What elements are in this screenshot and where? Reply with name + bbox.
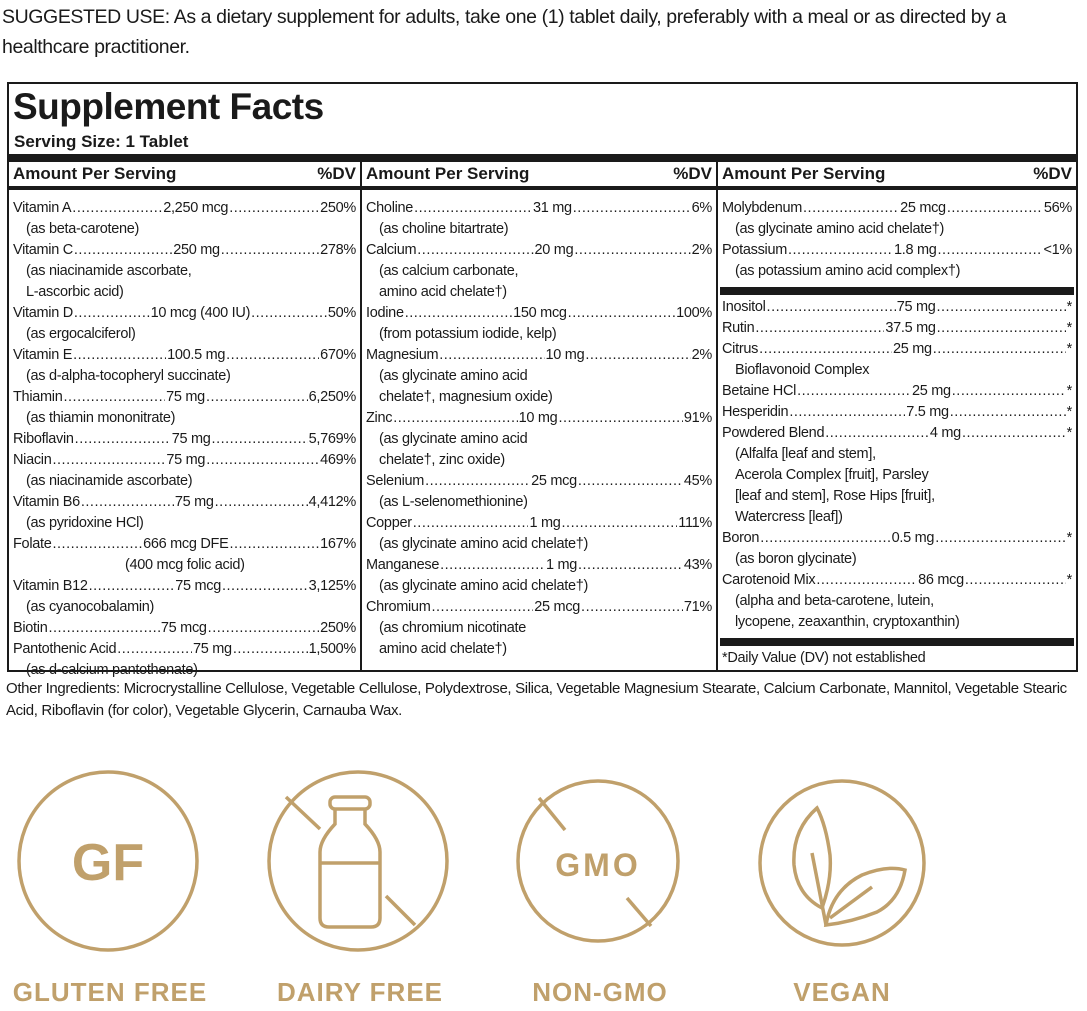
- nutrient-name: Potassium: [722, 242, 787, 258]
- nutrient-amount: 75 mg: [166, 389, 205, 405]
- leader-dots: [229, 198, 319, 219]
- leader-dots: [568, 303, 675, 324]
- nutrient-name: Inositol: [722, 299, 766, 315]
- nutrient-source: (as glycinate amino acid: [379, 431, 528, 447]
- nutrient-source: [leaf and stem], Rose Hips [fruit],: [735, 488, 935, 504]
- column-header: [362, 162, 716, 190]
- nutrient-amount: 20 mg: [534, 242, 574, 258]
- nutrient-source: (from potassium iodide, kelp): [379, 326, 557, 342]
- leader-dots: [53, 450, 166, 471]
- nutrient-amount: 25 mcg: [900, 200, 946, 216]
- nutrient-dv: 278%: [320, 242, 356, 258]
- leader-dots: [937, 318, 1066, 339]
- nutrient-amount: 25 mcg: [534, 599, 581, 615]
- nutrient-row: [366, 513, 712, 534]
- leader-dots: [937, 297, 1066, 318]
- nutrient-row: [366, 303, 712, 324]
- leader-dots: [439, 345, 544, 366]
- nutrient-dv: 2%: [691, 347, 712, 363]
- nutrient-name: Iodine: [366, 305, 404, 321]
- nutrient-amount: 75 mcg: [160, 620, 207, 636]
- leader-dots: [251, 303, 327, 324]
- facts-column-1: [9, 162, 362, 678]
- nutrient-dv: *: [1066, 320, 1072, 336]
- nutrient-row: [722, 318, 1072, 339]
- leader-dots: [208, 618, 319, 639]
- nutrient-name: Riboflavin: [13, 431, 74, 447]
- leader-dots: [417, 240, 533, 261]
- nutrient-list: [362, 190, 716, 660]
- leader-dots: [558, 408, 682, 429]
- nutrient-row: [13, 303, 356, 324]
- nutrient-name: Thiamin: [13, 389, 63, 405]
- svg-text:GF: GF: [71, 834, 145, 892]
- facts-title: Supplement Facts: [13, 86, 324, 127]
- nutrient-source: chelate†, magnesium oxide): [379, 389, 553, 405]
- nutrient-row: [366, 198, 712, 219]
- nutrient-dv: 45%: [683, 473, 712, 489]
- nutrient-dv: 250%: [320, 200, 356, 216]
- nutrient-name: Carotenoid Mix: [722, 572, 816, 588]
- nutrient-amount: 75 mg: [166, 452, 206, 468]
- leader-dots: [962, 423, 1066, 444]
- other-ingredients: Other Ingredients: Microcrystalline Cellulose, Vegetable Cellulose, Polydextrose, Silica, Vegetable Magnesium Stearate, Calcium Carbonate, Mannitol, Vegetable Stearic Acid, Riboflavin (for color), Vegetable Glycerin, Carnauba Wax.: [6, 680, 1067, 719]
- nutrient-row: [13, 450, 356, 471]
- nutrient-amount: 1 mg: [545, 557, 577, 573]
- nutrient-amount: 100.5 mg: [167, 347, 226, 363]
- leader-dots: [760, 528, 890, 549]
- nutrient-source: Bioflavonoid Complex: [735, 362, 870, 378]
- amount-header: Amount Per Serving: [13, 164, 177, 183]
- leader-dots: [947, 198, 1043, 219]
- serving-size: Serving Size: 1 Tablet: [14, 132, 189, 151]
- leader-dots: [578, 471, 683, 492]
- nutrient-source: (as potassium amino acid complex†): [735, 263, 961, 279]
- leader-dots: [89, 576, 175, 597]
- non-gmo-icon: [505, 740, 725, 970]
- nutrient-source: (as glycinate amino acid: [379, 368, 528, 384]
- nutrient-name: Niacin: [13, 452, 52, 468]
- nutrient-name: Biotin: [13, 620, 48, 636]
- nutrient-row: [13, 618, 356, 639]
- leader-dots: [578, 555, 683, 576]
- nutrient-amount: 75 mg: [174, 494, 214, 510]
- nutrient-dv: 111%: [678, 515, 712, 531]
- nutrient-amount: 1 mg: [529, 515, 561, 531]
- nutrient-row: [722, 297, 1072, 318]
- nutrient-row: [366, 555, 712, 576]
- leader-dots: [935, 528, 1065, 549]
- nutrient-source: (as beta-carotene): [26, 221, 140, 237]
- nutrient-name: Vitamin D: [13, 305, 73, 321]
- leader-dots: [581, 597, 683, 618]
- nutrient-row: [13, 429, 356, 450]
- nutrient-row: [722, 423, 1072, 444]
- nutrient-source: (as niacinamide ascorbate): [26, 473, 193, 489]
- leader-dots: [789, 402, 905, 423]
- nutrient-dv: 3,125%: [308, 578, 356, 594]
- nutrient-dv: *: [1066, 341, 1072, 357]
- badge-dairy-free: [255, 740, 475, 1011]
- nutrient-name: Vitamin E: [13, 347, 73, 363]
- nutrient-source: amino acid chelate†): [379, 641, 507, 657]
- nutrient-name: Selenium: [366, 473, 425, 489]
- badge-label: GLUTEN FREE: [12, 977, 208, 1007]
- nutrient-amount: 250 mg: [173, 242, 220, 258]
- column-header: [718, 162, 1076, 190]
- nutrient-name: Molybdenum: [722, 200, 803, 216]
- leader-dots: [63, 387, 165, 408]
- leader-dots: [965, 570, 1066, 591]
- nutrient-row: [722, 339, 1072, 360]
- leader-dots: [788, 240, 893, 261]
- leader-dots: [414, 198, 532, 219]
- nutrient-row: [13, 345, 356, 366]
- leader-dots: [562, 513, 678, 534]
- nutrient-dv: <1%: [1043, 242, 1072, 258]
- facts-column-2: [362, 162, 718, 670]
- nutrient-name: Chromium: [366, 599, 431, 615]
- nutrient-amount: 86 mcg: [918, 572, 964, 588]
- nutrient-row: [13, 492, 356, 513]
- leader-dots: [221, 240, 319, 261]
- nutrient-dv: 50%: [327, 305, 356, 321]
- leader-dots: [74, 303, 150, 324]
- nutrient-source: (as glycinate amino acid chelate†): [735, 221, 945, 237]
- leader-dots: [574, 240, 690, 261]
- nutrient-source: (as niacinamide ascorbate,: [26, 263, 192, 279]
- leader-dots: [803, 198, 899, 219]
- gluten-free-icon: [5, 740, 225, 970]
- badge-label: DAIRY FREE: [276, 977, 444, 1007]
- nutrient-name: Vitamin C: [13, 242, 73, 258]
- nutrient-amount: 31 mg: [532, 200, 572, 216]
- nutrient-amount: 10 mg: [545, 347, 585, 363]
- nutrient-amount: 0.5 mg: [891, 530, 935, 546]
- nutrient-source: (as boron glycinate): [735, 551, 857, 567]
- nutrient-source: (Alfalfa [leaf and stem],: [735, 446, 876, 462]
- nutrient-row: [13, 198, 356, 219]
- leader-dots: [117, 639, 192, 660]
- badge-label: VEGAN: [793, 977, 891, 1007]
- column-header: [9, 162, 360, 190]
- nutrient-source: (as L-selenomethionine): [379, 494, 528, 510]
- nutrient-dv: 167%: [320, 536, 356, 552]
- dv-footnote: *Daily Value (DV) not established: [722, 650, 926, 666]
- leader-dots: [950, 402, 1066, 423]
- leader-dots: [74, 240, 172, 261]
- leader-dots: [405, 303, 512, 324]
- leader-dots: [229, 534, 319, 555]
- nutrient-list: [718, 190, 1076, 669]
- nutrient-name: Calcium: [366, 242, 417, 258]
- nutrient-row: [13, 240, 356, 261]
- nutrient-amount: 150 mcg: [513, 305, 567, 321]
- nutrient-source: amino acid chelate†): [379, 284, 507, 300]
- leader-dots: [73, 345, 166, 366]
- leader-dots: [573, 198, 691, 219]
- nutrient-row: [722, 402, 1072, 423]
- nutrient-list: [9, 190, 360, 681]
- nutrient-name: Copper: [366, 515, 412, 531]
- nutrient-source: (as cyanocobalamin): [26, 599, 155, 615]
- leader-dots: [206, 450, 319, 471]
- leader-dots: [215, 492, 308, 513]
- nutrient-dv: *: [1066, 299, 1072, 315]
- nutrient-source: lycopene, zeaxanthin, cryptoxanthin): [735, 614, 960, 630]
- nutrient-source: (as ergocalciferol): [26, 326, 136, 342]
- nutrient-name: Zinc: [366, 410, 393, 426]
- dv-header: %DV: [673, 164, 712, 183]
- nutrient-dv: 6,250%: [308, 389, 356, 405]
- badge-vegan: [722, 740, 942, 1011]
- divider-bar: [720, 287, 1074, 295]
- nutrient-row: [722, 240, 1072, 261]
- nutrient-dv: *: [1066, 572, 1072, 588]
- nutrient-dv: 4,412%: [308, 494, 356, 510]
- nutrient-dv: 43%: [683, 557, 712, 573]
- nutrient-source: L-ascorbic acid): [26, 284, 124, 300]
- nutrient-source: (as pyridoxine HCl): [26, 515, 144, 531]
- vegan-leaf-icon: [722, 740, 942, 970]
- leader-dots: [759, 339, 892, 360]
- certification-badges: [0, 740, 1087, 1011]
- nutrient-dv: 670%: [320, 347, 357, 363]
- nutrient-name: Vitamin B12: [13, 578, 88, 594]
- leader-dots: [413, 513, 529, 534]
- nutrient-row: [722, 198, 1072, 219]
- nutrient-amount: 2,250 mcg: [163, 200, 229, 216]
- nutrient-name: Vitamin A: [13, 200, 72, 216]
- leader-dots: [212, 429, 308, 450]
- nutrient-source: Watercress [leaf]): [735, 509, 843, 525]
- leader-dots: [585, 345, 690, 366]
- leader-dots: [48, 618, 159, 639]
- nutrient-row: [366, 345, 712, 366]
- badge-gluten-free: [5, 740, 225, 1011]
- divider-bar: [720, 638, 1074, 646]
- nutrient-row: [722, 381, 1072, 402]
- nutrient-row: [366, 597, 712, 618]
- nutrient-source: (alpha and beta-carotene, lutein,: [735, 593, 934, 609]
- leader-dots: [425, 471, 530, 492]
- nutrient-name: Manganese: [366, 557, 440, 573]
- leader-dots: [75, 429, 171, 450]
- nutrient-row: [13, 639, 356, 660]
- leader-dots: [81, 492, 174, 513]
- nutrient-source: (as calcium carbonate,: [379, 263, 519, 279]
- nutrient-dv: 91%: [683, 410, 712, 426]
- nutrient-source: chelate†, zinc oxide): [379, 452, 505, 468]
- nutrient-dv: *: [1066, 530, 1072, 546]
- nutrient-amount: 7.5 mg: [906, 404, 949, 420]
- dairy-free-bottle-icon: [255, 740, 475, 970]
- nutrient-name: Boron: [722, 530, 760, 546]
- nutrient-source: (as d-calcium pantothenate): [26, 662, 198, 678]
- leader-dots: [431, 597, 533, 618]
- nutrient-source: (as glycinate amino acid chelate†): [379, 536, 589, 552]
- nutrient-dv: 250%: [320, 620, 356, 636]
- dv-header: %DV: [317, 164, 356, 183]
- facts-column-3: [718, 162, 1076, 670]
- nutrient-row: [13, 534, 356, 555]
- nutrient-row: [722, 528, 1072, 549]
- nutrient-source: (as choline bitartrate): [379, 221, 509, 237]
- nutrient-amount: 10 mg: [518, 410, 558, 426]
- nutrient-amount: 25 mcg: [531, 473, 577, 489]
- nutrient-source: (as d-alpha-tocopheryl succinate): [26, 368, 231, 384]
- nutrient-row: [13, 387, 356, 408]
- nutrient-dv: 469%: [320, 452, 356, 468]
- nutrient-row: [366, 408, 712, 429]
- nutrient-name: Folate: [13, 536, 52, 552]
- nutrient-amount: 37.5 mg: [885, 320, 936, 336]
- nutrient-dv: 56%: [1043, 200, 1072, 216]
- nutrient-name: Vitamin B6: [13, 494, 80, 510]
- nutrient-source: (as chromium nicotinate: [379, 620, 527, 636]
- nutrient-source: Acerola Complex [fruit], Parsley: [735, 467, 929, 483]
- nutrient-dv: 5,769%: [308, 431, 356, 447]
- nutrient-dv: 1,500%: [308, 641, 356, 657]
- nutrient-row: [366, 471, 712, 492]
- leader-dots: [233, 639, 308, 660]
- supplement-facts-panel: [7, 82, 1078, 678]
- nutrient-name: Citrus: [722, 341, 759, 357]
- leader-dots: [816, 570, 917, 591]
- nutrient-name: Betaine HCl: [722, 383, 797, 399]
- nutrient-amount: 75 mcg: [175, 578, 221, 594]
- nutrient-name: Hesperidin: [722, 404, 789, 420]
- leader-dots: [938, 240, 1043, 261]
- badge-label: NON-GMO: [532, 977, 668, 1007]
- nutrient-name: Choline: [366, 200, 414, 216]
- dv-header: %DV: [1033, 164, 1072, 183]
- nutrient-amount: 75 mg: [193, 641, 232, 657]
- nutrient-source: (as thiamin mononitrate): [26, 410, 176, 426]
- nutrient-name: Pantothenic Acid: [13, 641, 117, 657]
- leader-dots: [393, 408, 517, 429]
- leader-dots: [206, 387, 308, 408]
- leader-dots: [952, 381, 1066, 402]
- amount-header: Amount Per Serving: [366, 164, 530, 183]
- nutrient-source: (as glycinate amino acid chelate†): [379, 578, 589, 594]
- nutrient-amount: 25 mg: [911, 383, 951, 399]
- nutrient-dv: 2%: [691, 242, 712, 258]
- nutrient-dv: *: [1066, 404, 1072, 420]
- svg-text:GMO: GMO: [555, 847, 641, 883]
- nutrient-amount: 666 mcg DFE: [143, 536, 229, 552]
- nutrient-row: [13, 576, 356, 597]
- leader-dots: [755, 318, 884, 339]
- nutrient-dv: 71%: [683, 599, 712, 615]
- leader-dots: [222, 576, 308, 597]
- amount-header: Amount Per Serving: [722, 164, 886, 183]
- nutrient-name: Powdered Blend: [722, 425, 825, 441]
- nutrient-row: [366, 240, 712, 261]
- leader-dots: [440, 555, 545, 576]
- leader-dots: [53, 534, 143, 555]
- nutrient-dv: 100%: [676, 305, 712, 321]
- nutrient-dv: 6%: [691, 200, 712, 216]
- nutrient-row: [722, 570, 1072, 591]
- nutrient-amount: 10 mcg (400 IU): [150, 305, 251, 321]
- nutrient-amount: 25 mg: [892, 341, 932, 357]
- badge-non-gmo: [505, 740, 725, 1011]
- nutrient-amount: 4 mg: [929, 425, 961, 441]
- leader-dots: [767, 297, 896, 318]
- leader-dots: [797, 381, 911, 402]
- nutrient-amount: 1.8 mg: [893, 242, 937, 258]
- nutrient-name: Magnesium: [366, 347, 439, 363]
- nutrient-dv: *: [1066, 383, 1072, 399]
- nutrient-amount: 75 mg: [896, 299, 936, 315]
- nutrient-source: (400 mcg folic acid): [125, 557, 245, 573]
- suggested-use-text: SUGGESTED USE: As a dietary supplement for adults, take one (1) tablet daily, preferably with a meal or as directed by a healthcare practitioner.: [2, 6, 1007, 58]
- nutrient-amount: 75 mg: [171, 431, 211, 447]
- divider-bar: [9, 154, 1076, 162]
- nutrient-dv: *: [1066, 425, 1072, 441]
- leader-dots: [72, 198, 162, 219]
- leader-dots: [226, 345, 319, 366]
- leader-dots: [933, 339, 1066, 360]
- nutrient-name: Rutin: [722, 320, 755, 336]
- leader-dots: [825, 423, 929, 444]
